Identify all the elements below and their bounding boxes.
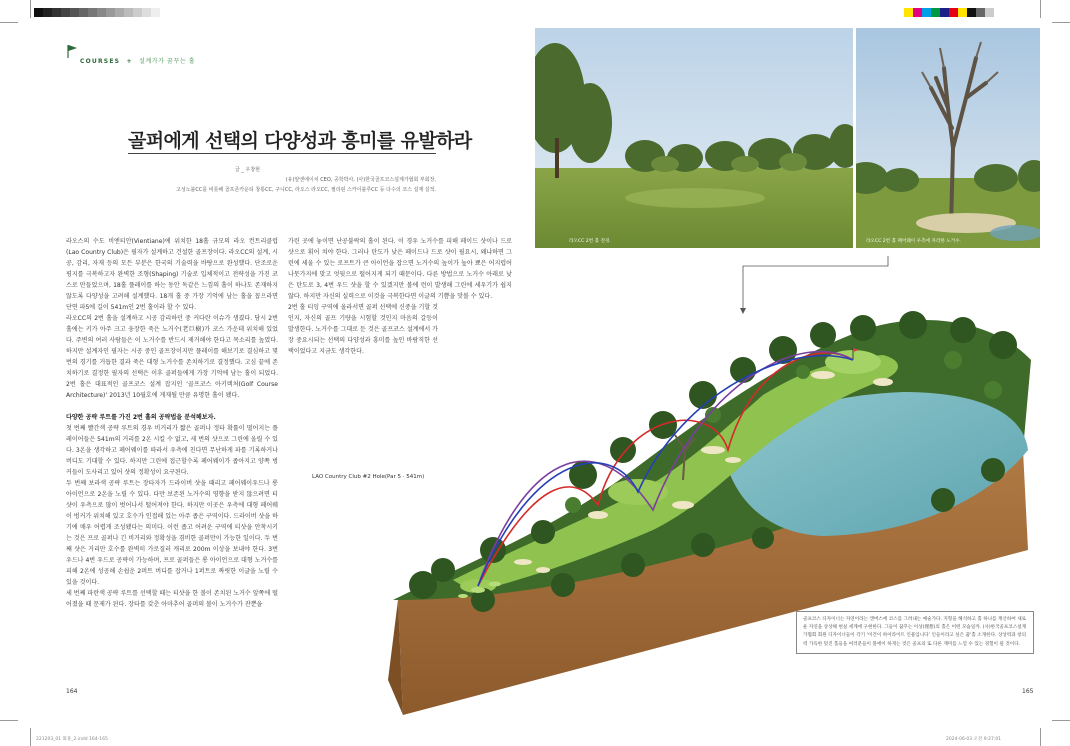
paragraph: 첫 번째 빨간색 공략 루트의 경우 비거리가 짧은 골퍼나 정타 확률이 떨어지는 플레이어들은 541m의 거리를 2온 시킬 수 없고, 세 번의 샷으로 그린에 올릴 수 있다. 3온을 생각하고 페어웨이를 따라서 우측에 친다면 무난하게 파를 기록하거나 버디도 기대할 수 있다. 하지만 그린에 접근할수록 페어웨이가 좁아지고 양쪽 벙커들이 도사리고 있어 샷의 정확성이 요구된다. — [66, 425, 278, 476]
illustration-label: LAO Country Club #2 Hole(Par 5 · 541m) — [312, 474, 425, 480]
section-title: COURSES — [80, 58, 121, 65]
paragraph: 두 번째 보라색 공략 루트는 장타자가 드라이버 샷을 때리고 페어웨이우드나 롱 아이언으로 2온을 노릴 수 있다. 다만 보존된 노거수의 영향을 받지 않으려면 티샷이 우측으로 많이 벗어나서 떨어져야 한다. 하지만 이곳은 우측에 대형 페어웨이 벙커가 위치해 있고 호수가 인접해 있는 아주 좁은 구역이다. 드라이버 샷을 하기에 매우 어렵게 조성됐다는 의미다. 이런 좁고 어려운 구역에 티샷을 안착시키는 것은 프로 골퍼나 긴 비거리와 정확성을 겸비한 골퍼만이 가능한 일이다. 두 번째 샷은 거리만 호수를 완벽히 가로질러 캐리로 200m 이상을 보내야 한다. 3번 우드나 4번 우드로 공략이 가능하며, 프로 골퍼들은 롱 아이언으로 대형 노거수를 피해 2온에 성공해 손쉽운 2퍼트 버디를 잡거나 1퍼트로 짜릿한 이글을 노릴 수 있을 것이다. — [66, 480, 278, 586]
photo-caption-left: 라오CC 2번 홀 전경. — [569, 239, 611, 244]
section-plus: + — [126, 58, 133, 65]
flag-icon — [66, 44, 78, 58]
course-photo-left — [535, 28, 853, 248]
paragraph: 라오CC의 2번 홀을 설계하고 시공 감리하던 중 커다란 이슈가 생겼다. 당시 2번 홀에는 키가 아주 크고 웅장한 죽은 노거수(老巨樹)가 코스 가운데 위치해 있었다. 주변의 여러 사람들은 이 노거수를 반드시 제거해야 한다고 목소리를 높였다. 하지만 설계자인 필자는 시공 중인 골프장이지만 플레이를 해보기로 결심하고 몇 번의 경기를 거듭한 결과 죽은 대형 노거수를 존치하기로 결정했다. 고심 끝에 존치하기로 결정한 필자의 선택은 이후 골퍼들에게 가장 기억에 남는 홀이 되었다. 2번 홀은 대표적인 골프코스 설계 잡지인 ‘골프코스 아키텍처(Golf Course Architecture)’ 2013년 10월호에 게재될 만큼 유명한 홀이 됐다. — [66, 315, 278, 399]
title-divider — [128, 153, 436, 154]
subheading: 다양한 공략 루트를 가진 2번 홀의 공략법을 분석해보자. — [66, 414, 216, 421]
column-note: 골프코스 디자이너는 자연이라는 캔버스에 코스를 그려내는 예술가다. 지형을 해석하고 홀 하나를 계산하여 새로운 자연을 상상해 현실 세계에 구현한다. 그들이 꿈꾸는 이상(理想)의 홀은 어떤 모습일까. (사)한국골프코스설계가협회 회원 디자이너들이 각기 ‘이건이 하이라이트 인물입니다’ 인들이라고 싶은 꿈‘홀 소개한다. 상상력과 창의력 가득한 멋진 홀들을 여러분들이 볼에이 하게는 것은 골프의 또 다른 재미를 느낄 수 있는 경험이 될 것이다. — [796, 611, 1034, 654]
print-date: 2024-06-03 오전 9:27:01 — [946, 737, 1002, 742]
body-column-1 — [66, 236, 278, 610]
author-bio-2: 고성노블CC를 비롯해 골프존카운티 창통CC, 구니CC, 라오스 라오CC, 필리핀 스카이블루CC 등 다수의 코스 설계 실적. — [176, 187, 436, 193]
crop-mark — [1052, 22, 1070, 23]
section-header — [80, 56, 195, 65]
crop-mark — [1052, 720, 1070, 721]
photo-caption-right: 라오CC 2번 홀 페어웨이 우측에 자리한 노거수. — [866, 239, 961, 244]
crop-mark — [0, 22, 18, 23]
paragraph: 세 번째 파란색 공략 루트를 선택할 때는 티샷을 한 볼이 존치된 노거수 앞쪽에 떨어졌을 때 문제가 된다. 장타를 갖춘 아마추어 골퍼의 볼이 노거수가 잔뿐을 — [66, 590, 278, 608]
course-photo-right — [856, 28, 1040, 248]
crop-mark — [0, 720, 18, 721]
paragraph: 가린 곳에 놓이면 난공불락의 홀이 된다. 이 경우 노거수를 피해 페이드 샷이나 드로 샷으로 휘어 쳐야 한다. 그러나 탄도가 낮은 페이드나 드로 샷이 필요시, 왜냐하면 그린에 세울 수 있는 로프트가 큰 아이언을 잡으면 노거수의 높이가 높아 뾰은 어지럽어 나뭇가지에 맞고 엇뒷으로 떨어지게 되기 때문이다. 다른 방법으로 노거수 아래로 낮은 탄도로 3, 4번 우드 샷을 할 수 있겠지만 볼에 런이 발생해 그린에 세우기가 쉽지 않다. 하지만 자신의 실력으로 이것을 극복한다면 이글의 기쁨을 맛볼 수 있다. — [288, 238, 512, 300]
paragraph: 라오스의 수도 비엔티안(Vientiane)에 위치한 18홀 규모의 라오 컨트리클럽(Lao Country Club)은 필자가 설계하고 건설한 골프장이다. 라오CC의 설계, 시공, 감리, 자재 등의 모든 부분은 한국의 기술력을 바탕으로 완성했다. 단조로운 평지를 극복하고자 완벽한 조형(Shaping) 기술로 입체적이고 전략성을 가진 코스로 만들었으며, 18홀 플레이를 하는 동안 독같은 느낌의 홀이 하나도 존재하지 않도록 다양성을 고려해 설계했다. 18개 홀 중 가장 기억에 남는 홀을 꼽으라면 단연 파5에 길이 541m인 2번 홀이라 할 수 있다. — [66, 238, 278, 311]
hole-illustration — [383, 300, 1043, 720]
author-bio-1: (유)알앤에이치 CEO, 공학박사, (사)한국골프코스설계가협회 부회장, — [285, 177, 436, 183]
section-subtitle: 설계가가 꿈꾸는 홀 — [138, 58, 196, 65]
page-number-left: 164 — [66, 688, 78, 695]
crop-mark — [1040, 728, 1041, 746]
grayscale-bar — [34, 8, 160, 17]
file-slug: 221203_01 화홍_2.indd 164-165 — [36, 737, 108, 742]
crop-mark — [30, 0, 31, 18]
article-title: 골퍼에게 선택의 다양성과 흥미를 유발하라 — [128, 130, 472, 152]
paragraph: 2번 홀 티잉 구역에 올라서면 골퍼 선택에 신중을 기할 것인지, 자신의 골프 기량을 시험할 것인지 마음의 갈등이 발생한다. 노거수를 그대로 둔 것은 골프코스 설계에서 가장 중요시되는 선택의 다양성과 흥미를 높인 바람직한 선택이었다고 지금도 생각한다. — [288, 304, 438, 355]
page-number-right: 165 — [1022, 688, 1034, 695]
color-bar — [904, 8, 994, 17]
crop-mark — [30, 728, 31, 746]
crop-mark — [1040, 0, 1041, 18]
author-line: 글 _ 우창현 — [235, 167, 260, 173]
